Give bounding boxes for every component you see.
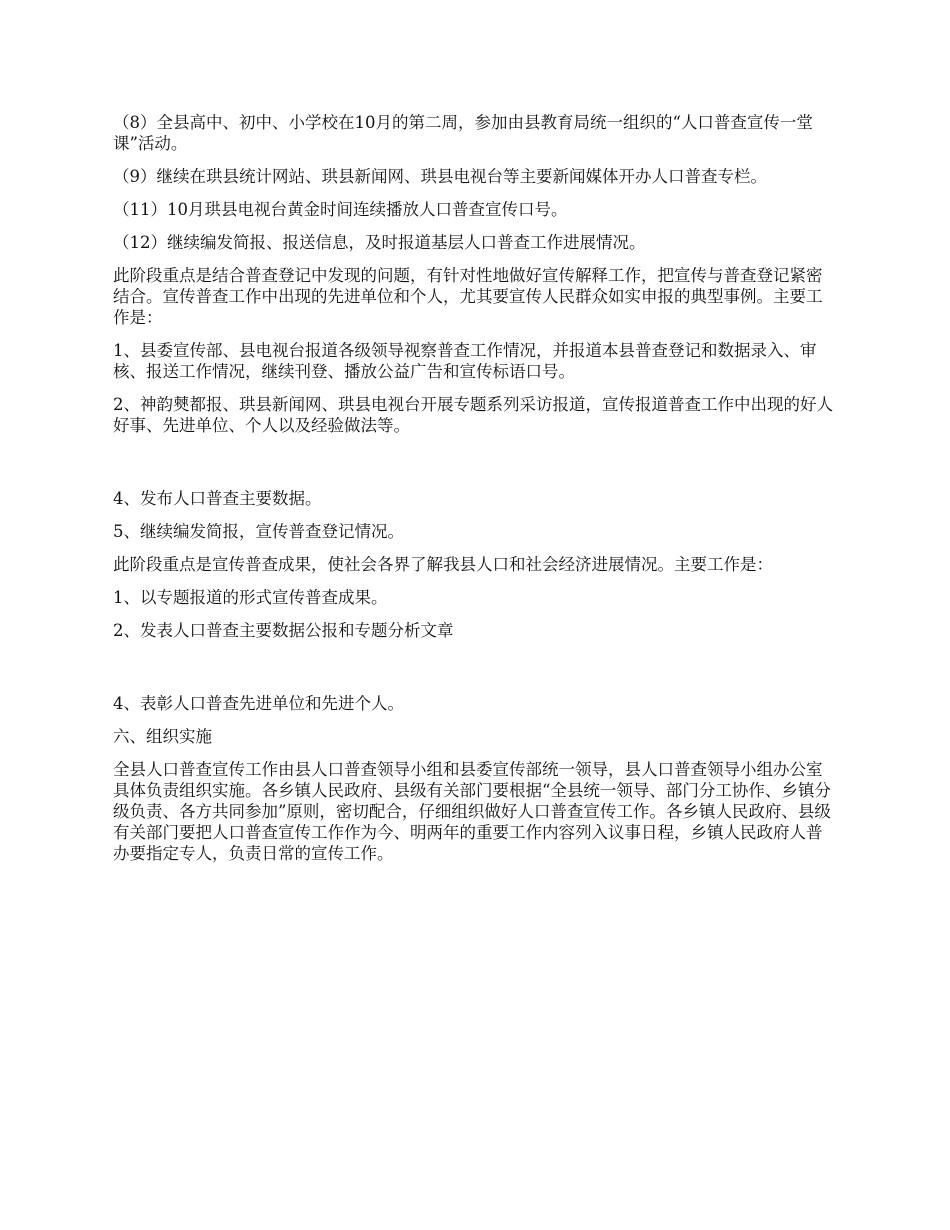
blank-gap xyxy=(113,653,838,693)
section-heading-organization: 六、组织实施 xyxy=(113,727,212,746)
blank-gap xyxy=(113,448,838,488)
paragraph-stage-focus-2: 此阶段重点是宣传普查成果，使社会各界了解我县人口和社会经济进展情况。主要工作是： xyxy=(113,555,773,574)
paragraph-result-4: 4、表彰人口普查先进单位和先进个人。 xyxy=(113,694,404,713)
paragraph-work-5: 5、继续编发简报，宣传普查登记情况。 xyxy=(113,522,404,541)
paragraph-item-12: （12）继续编发简报、报送信息，及时报道基层人口普查工作进展情况。 xyxy=(113,233,646,252)
document-body xyxy=(113,112,838,876)
paragraph-item-11: （11）10月珙县电视台黄金时间连续播放人口普查宣传口号。 xyxy=(113,200,568,219)
paragraph-work-2: 2、神韵僰都报、珙县新闻网、珙县电视台开展专题系列采访报道，宣传报道普查工作中出现的好人好事、先进单位、个人以及经验做法等。 xyxy=(113,395,833,435)
paragraph-work-4: 4、发布人口普查主要数据。 xyxy=(113,489,322,508)
paragraph-result-2: 2、发表人口普查主要数据公报和专题分析文章 xyxy=(113,621,454,640)
paragraph-result-1: 1、以专题报道的形式宣传普查成果。 xyxy=(113,588,388,607)
paragraph-item-8: （8）全县高中、初中、小学校在10月的第二周，参加由县教育局统一组织的“人口普查宣传一堂课”活动。 xyxy=(113,113,813,153)
paragraph-organization: 全县人口普查宣传工作由县人口普查领导小组和县委宣传部统一领导，县人口普查领导小组办公室具体负责组织实施。各乡镇人民政府、县级有关部门要根据“全县统一领导、部门分工协作、乡镇分级负责、各方共同参加”原则，密切配合，仔细组织做好人口普查宣传工作。各乡镇人民政府、县级有关部门要把人口普查宣传工作作为今、明两年的重要工作内容列入议事日程，乡镇人民政府人普办要指定专人，负责日常的宣传工作。 xyxy=(113,760,831,863)
paragraph-work-1: 1、县委宣传部、县电视台报道各级领导视察普查工作情况，并报道本县普查登记和数据录入、审核、报送工作情况，继续刊登、播放公益广告和宣传标语口号。 xyxy=(113,341,817,381)
paragraph-item-9: （9）继续在珙县统计网站、珙县新闻网、珙县电视台等主要新闻媒体开办人口普查专栏。 xyxy=(113,167,767,186)
paragraph-stage-focus-1: 此阶段重点是结合普查登记中发现的问题，有针对性地做好宣传解释工作，把宣传与普查登记紧密结合。宣传普查工作中出现的先进单位和个人，尤其要宣传人民群众如实申报的典型事例。主要工作是： xyxy=(113,266,823,327)
